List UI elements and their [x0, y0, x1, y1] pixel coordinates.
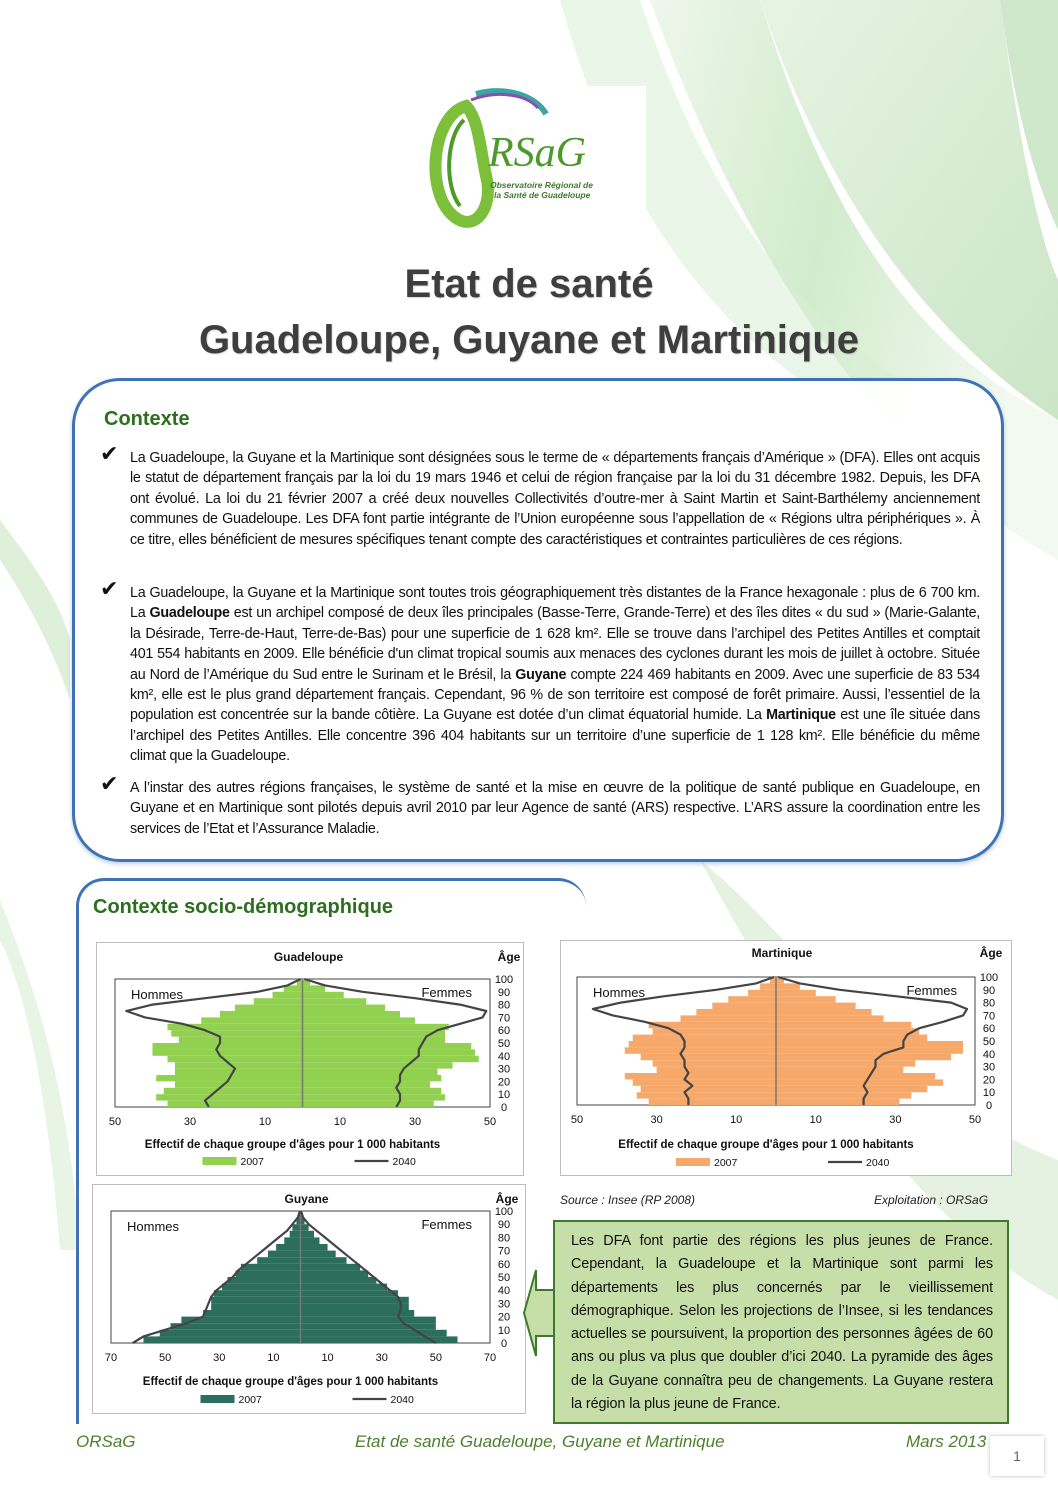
bar-women-2007: [776, 990, 816, 996]
y-tick-label: 100: [494, 974, 514, 986]
bar-men-2007: [211, 1303, 300, 1310]
bar-men-2007: [171, 1323, 301, 1330]
bar-women-2007: [303, 1069, 438, 1075]
bar-men-2007: [633, 1079, 776, 1085]
legend-label-2007: 2007: [714, 1157, 738, 1169]
y-tick-label: 70: [497, 1012, 511, 1025]
bar-men-2007: [637, 1092, 776, 1098]
bar-men-2007: [201, 1017, 302, 1023]
bar-men-2007: [227, 1277, 300, 1284]
summary-box: Les DFA font partie des régions les plus jeunes de France. Cependant, la Guadeloupe et la Martinique sont parmi les départements les plus concernés par le vieillissement démographique. Selon les projections de l’Insee, si les tendances actuelles se poursuivent, la proportion des personnes âgées de 60 ans ou plus va plus que doubler d’ici 2040. La pyramide des âges de la Guyane connaîtra peu de changements. La Guyane restera la région la plus jeune de France.: [553, 1220, 1009, 1424]
bar-men-2007: [284, 1237, 300, 1244]
bar-women-2007: [303, 1030, 446, 1036]
bar-women-2007: [303, 1043, 472, 1049]
bar-women-2007: [301, 1290, 398, 1297]
bar-women-2007: [301, 1303, 409, 1310]
bar-women-2007: [301, 1244, 328, 1251]
bar-men-2007: [625, 1047, 776, 1053]
chart-title: Guyane: [284, 1192, 329, 1206]
page-title-line1: Etat de santé: [404, 262, 654, 306]
bar-men-2007: [748, 990, 776, 996]
bar-women-2007: [776, 1041, 963, 1047]
bar-women-2007: [776, 1028, 919, 1034]
y-tick-label: 60: [982, 1023, 996, 1036]
bar-women-2007: [301, 1297, 409, 1304]
bar-men-2007: [211, 1297, 300, 1304]
x-tick-label: 30: [650, 1114, 663, 1126]
bar-women-2007: [301, 1251, 336, 1258]
bar-women-2007: [303, 1024, 449, 1030]
bar-men-2007: [160, 1330, 301, 1337]
y-tick-label: 60: [497, 1258, 511, 1271]
bar-women-2007: [303, 1062, 453, 1068]
y-tick-label: 40: [497, 1285, 511, 1298]
logo-text: RSaG: [488, 130, 586, 176]
bar-men-2007: [153, 1049, 303, 1055]
bar-women-2007: [303, 985, 326, 991]
bar-men-2007: [175, 1069, 303, 1075]
bar-men-2007: [241, 1264, 301, 1271]
x-tick-label: 50: [429, 1352, 442, 1364]
y-tick-label: 30: [982, 1061, 996, 1074]
bar-women-2007: [303, 1075, 442, 1081]
contexte-bullet-3: [100, 772, 980, 839]
x-tick-label: 10: [809, 1114, 822, 1126]
legend-swatch-2007: [676, 1158, 710, 1166]
bar-women-2007: [301, 1277, 377, 1284]
x-axis-label: Effectif de chaque groupe d'âges pour 1 000 habitants: [142, 1376, 439, 1388]
legend-swatch-2007: [201, 1395, 235, 1403]
x-tick-label: 50: [968, 1114, 982, 1126]
bullet-text: La Guadeloupe, la Guyane et la Martinique sont désignées sous le terme de « départements français d’Amérique » (DFA). Elles ont acquis le statut de département français par la loi du 19 mars 1946 et celui de région française par la loi du 31 décembre 1982. Depuis, les DFA ont évolué. La loi du 21 février 2007 a créé deux nouvelles Collectivités d’outre-mer à Saint Martin et Saint-Barthélemy anciennement communes de Guadeloupe. Les DFA font partie intégrante de l’Union européenne sous l’appellation de « Régions ultra périphériques ». À ce titre, elles bénéficient de mesures spécifiques tenant compte des caractéristiques et contraintes particulières de ces régions.: [130, 450, 980, 548]
contexte-bullet-1: [100, 442, 980, 550]
legend-label-2040: 2040: [390, 1394, 414, 1406]
x-tick-label: 30: [213, 1352, 226, 1364]
x-tick-label: 10: [321, 1352, 334, 1364]
y-tick-label: 10: [497, 1324, 511, 1337]
bar-men-2007: [641, 1086, 776, 1092]
age-axis-label: Âge: [979, 946, 1003, 960]
bar-men-2007: [657, 1067, 776, 1073]
page-title-line2: Guadeloupe, Guyane et Martinique: [198, 318, 860, 362]
pyramid-guyane: [93, 1185, 525, 1413]
check-icon: ✔: [100, 577, 119, 602]
bar-women-2007: [776, 1079, 943, 1085]
bar-men-2007: [290, 1231, 301, 1238]
bar-men-2007: [168, 1056, 303, 1062]
bar-men-2007: [220, 1011, 303, 1017]
bar-men-2007: [629, 1041, 776, 1047]
label-femmes: Femmes: [906, 983, 957, 998]
y-tick-label: 30: [497, 1298, 511, 1311]
bar-men-2007: [728, 996, 776, 1002]
check-icon: ✔: [100, 772, 119, 797]
y-tick-label: 40: [982, 1048, 996, 1061]
bar-men-2007: [641, 1054, 776, 1060]
y-tick-label: 90: [497, 1219, 511, 1232]
bar-women-2007: [303, 992, 344, 998]
bar-women-2007: [303, 1081, 431, 1087]
bar-men-2007: [235, 1005, 303, 1011]
label-femmes: Femmes: [421, 985, 472, 1000]
y-tick-label: 20: [497, 1311, 511, 1324]
bar-men-2007: [273, 992, 303, 998]
source-note: Source : Insee (RP 2008): [560, 1193, 695, 1207]
x-tick-label: 70: [104, 1352, 118, 1364]
bar-women-2007: [301, 1237, 320, 1244]
bar-men-2007: [254, 998, 303, 1004]
bar-women-2007: [776, 1073, 935, 1079]
exploitation-note: Exploitation : ORSaG: [874, 1193, 989, 1207]
pyramid-martinique: [561, 941, 1011, 1175]
logo-subtitle-1: Observatoire Régional de: [490, 180, 593, 190]
y-tick-label: 0: [500, 1338, 508, 1350]
x-tick-label: 10: [258, 1116, 272, 1128]
socio-heading: Contexte socio-démographique: [93, 896, 394, 918]
y-tick-label: 40: [497, 1050, 511, 1063]
x-axis-label: Effectif de chaque groupe d'âges pour 1 000 habitants: [144, 1139, 441, 1151]
bar-men-2007: [153, 1043, 303, 1049]
bar-women-2007: [301, 1284, 388, 1291]
bar-men-2007: [175, 1062, 303, 1068]
bar-women-2007: [776, 1092, 911, 1098]
y-tick-label: 100: [979, 972, 999, 984]
x-tick-label: 10: [267, 1352, 280, 1364]
contexte-bullet-2: [100, 577, 980, 767]
bar-women-2007: [301, 1310, 415, 1317]
legend-label-2040: 2040: [392, 1156, 416, 1168]
y-tick-label: 70: [497, 1245, 511, 1258]
contexte-heading: Contexte: [104, 408, 190, 430]
chart-guadeloupe: [96, 942, 524, 1176]
label-hommes: Hommes: [593, 985, 646, 1000]
bar-men-2007: [222, 1284, 301, 1291]
bar-men-2007: [179, 1037, 303, 1043]
bar-women-2007: [303, 1005, 386, 1011]
y-tick-label: 80: [982, 997, 996, 1010]
bar-men-2007: [236, 1270, 301, 1277]
y-tick-label: 50: [497, 1038, 511, 1050]
footer-org: ORSaG: [76, 1432, 136, 1451]
bar-women-2007: [776, 1015, 883, 1021]
y-tick-label: 0: [500, 1102, 508, 1114]
check-icon: ✔: [100, 442, 119, 467]
legend-label-2007: 2007: [238, 1394, 262, 1406]
x-tick-label: 50: [108, 1116, 122, 1128]
bar-women-2007: [776, 1086, 927, 1092]
chart-guyane: [92, 1184, 526, 1414]
y-tick-label: 10: [497, 1089, 511, 1102]
bar-men-2007: [625, 1073, 776, 1079]
y-tick-label: 80: [497, 1232, 511, 1245]
bar-women-2007: [301, 1224, 309, 1231]
bar-women-2007: [303, 1017, 416, 1023]
x-tick-label: 30: [183, 1116, 197, 1128]
bar-men-2007: [164, 1088, 303, 1094]
bold-guyane: Guyane: [515, 666, 567, 683]
bar-men-2007: [712, 1003, 776, 1009]
bar-women-2007: [301, 1264, 361, 1271]
x-tick-label: 70: [483, 1352, 497, 1364]
bar-men-2007: [257, 1257, 300, 1264]
chart-martinique: [560, 940, 1012, 1176]
bar-men-2007: [696, 1009, 776, 1015]
orsag-logo: [416, 86, 646, 234]
bar-men-2007: [171, 1030, 302, 1036]
bar-men-2007: [680, 1015, 776, 1021]
bullet-text: La Guadeloupe, la Guyane et la Martinique sont toutes trois géographiquement très distantes de la France hexagonale : plus de 6 700 km. La Guadeloupe est un archipel composé de deux îles principales (Basse-Terre, Grande-Terre) et des îles dites « du sud » (Marie-Galante, la Désirade, Terre-de-Haut, Terre-de-Bas) pour une superficie de 1 628 km². Elle se trouve dans l’archipel des Petites Antilles et comptait 401 554 habitants en 2009. Elle bénéficie d'un climat tropical soumis aux menaces des cyclones durant les mois de juillet à octobre. Située au Nord de l’Amérique du Sud entre le Surinam et le Brésil, la Guyane compte 224 469 habitants en 2009. Avec une superficie de 83 534 km², elle est le plus grand département français. Cependant, 96 % de son territoire est composé de forêt primaire. Aussi, l’essentiel de la population est concentrée sur la bande côtière. La Guyane est dotée d’un climat équatorial humide. La Martinique est une île située dans l’archipel des Petites Antilles. Elle concentre 396 404 habitants sur un territoire d’une superficie de 1 128 km². Elle bénéficie du même climat que la Guadeloupe.: [130, 585, 980, 765]
bold-martinique: Martinique: [766, 707, 836, 724]
y-tick-label: 10: [982, 1087, 996, 1100]
bar-men-2007: [649, 1099, 776, 1105]
bar-women-2007: [776, 1003, 856, 1009]
bar-women-2007: [303, 1049, 476, 1055]
bar-men-2007: [168, 1101, 303, 1107]
x-tick-label: 50: [483, 1116, 497, 1128]
bar-women-2007: [303, 1011, 401, 1017]
x-tick-label: 50: [570, 1114, 584, 1126]
bar-women-2007: [301, 1317, 436, 1324]
y-tick-label: 50: [982, 1036, 996, 1048]
bar-women-2007: [301, 1270, 369, 1277]
bar-men-2007: [156, 1094, 302, 1100]
bar-women-2007: [776, 1054, 951, 1060]
age-axis-label: Âge: [495, 1192, 519, 1206]
y-tick-label: 50: [497, 1272, 511, 1284]
bar-women-2007: [776, 996, 836, 1002]
bar-women-2007: [303, 1056, 479, 1062]
pyramid-guadeloupe: [97, 943, 523, 1175]
bold-guadeloupe: Guadeloupe: [149, 605, 230, 622]
y-tick-label: 70: [982, 1010, 996, 1023]
y-tick-label: 30: [497, 1063, 511, 1076]
bar-women-2007: [303, 1088, 442, 1094]
y-tick-label: 100: [494, 1206, 514, 1218]
x-tick-label: 10: [333, 1116, 347, 1128]
bar-men-2007: [268, 1251, 300, 1258]
x-tick-label: 30: [889, 1114, 902, 1126]
bar-women-2007: [301, 1257, 347, 1264]
y-tick-label: 60: [497, 1025, 511, 1038]
y-tick-label: 90: [982, 984, 996, 997]
bullet-text: A l’instar des autres régions françaises, le système de santé et la mise en œuvre de la politique de santé publique en Guadeloupe, en Guyane et en Martinique sont pilotés depuis avril 2010 par leur Agence de santé (ARS) respective. L’ARS assure la coordination entre les services de l’Etat et l’Assurance Maladie.: [130, 780, 980, 837]
label-femmes: Femmes: [421, 1217, 472, 1232]
label-hommes: Hommes: [131, 987, 184, 1002]
x-tick-label: 10: [730, 1114, 743, 1126]
bar-men-2007: [760, 983, 776, 989]
bar-women-2007: [301, 1231, 315, 1238]
x-tick-label: 30: [375, 1352, 388, 1364]
footer-date: Mars 2013: [906, 1432, 987, 1451]
x-axis-label: Effectif de chaque groupe d'âges pour 1 000 habitants: [618, 1139, 914, 1151]
bar-men-2007: [203, 1310, 300, 1317]
footer-title: Etat de santé Guadeloupe, Guyane et Martinique: [355, 1432, 725, 1451]
bar-men-2007: [292, 1224, 300, 1231]
bar-men-2007: [653, 1060, 776, 1066]
bar-women-2007: [776, 983, 800, 989]
bar-women-2007: [303, 1094, 446, 1100]
label-hommes: Hommes: [127, 1219, 180, 1234]
legend-label-2007: 2007: [240, 1156, 264, 1168]
bar-men-2007: [143, 1336, 300, 1343]
page-number: 1: [990, 1436, 1044, 1476]
bar-women-2007: [776, 1067, 903, 1073]
y-tick-label: 20: [982, 1074, 996, 1087]
bar-men-2007: [633, 1035, 776, 1041]
legend-swatch-2007: [203, 1157, 237, 1165]
bar-women-2007: [776, 1099, 899, 1105]
bar-women-2007: [301, 1323, 436, 1330]
y-tick-label: 80: [497, 999, 511, 1012]
x-tick-label: 50: [159, 1352, 172, 1364]
bar-men-2007: [276, 1244, 300, 1251]
bar-men-2007: [214, 1290, 301, 1297]
bar-men-2007: [175, 1081, 303, 1087]
bar-women-2007: [776, 1022, 911, 1028]
logo-subtitle-2: la Santé de Guadeloupe: [494, 190, 591, 200]
bar-women-2007: [776, 1047, 963, 1053]
bar-women-2007: [776, 1009, 872, 1015]
y-tick-label: 90: [497, 986, 511, 999]
x-tick-label: 30: [408, 1116, 422, 1128]
chart-title: Guadeloupe: [273, 950, 344, 964]
bar-women-2007: [776, 1060, 915, 1066]
bar-women-2007: [303, 1101, 434, 1107]
y-tick-label: 20: [497, 1076, 511, 1089]
legend-label-2040: 2040: [866, 1157, 890, 1169]
bar-women-2007: [303, 998, 367, 1004]
chart-title: Martinique: [751, 946, 813, 960]
y-tick-label: 0: [985, 1100, 993, 1112]
age-axis-label: Âge: [497, 950, 521, 964]
